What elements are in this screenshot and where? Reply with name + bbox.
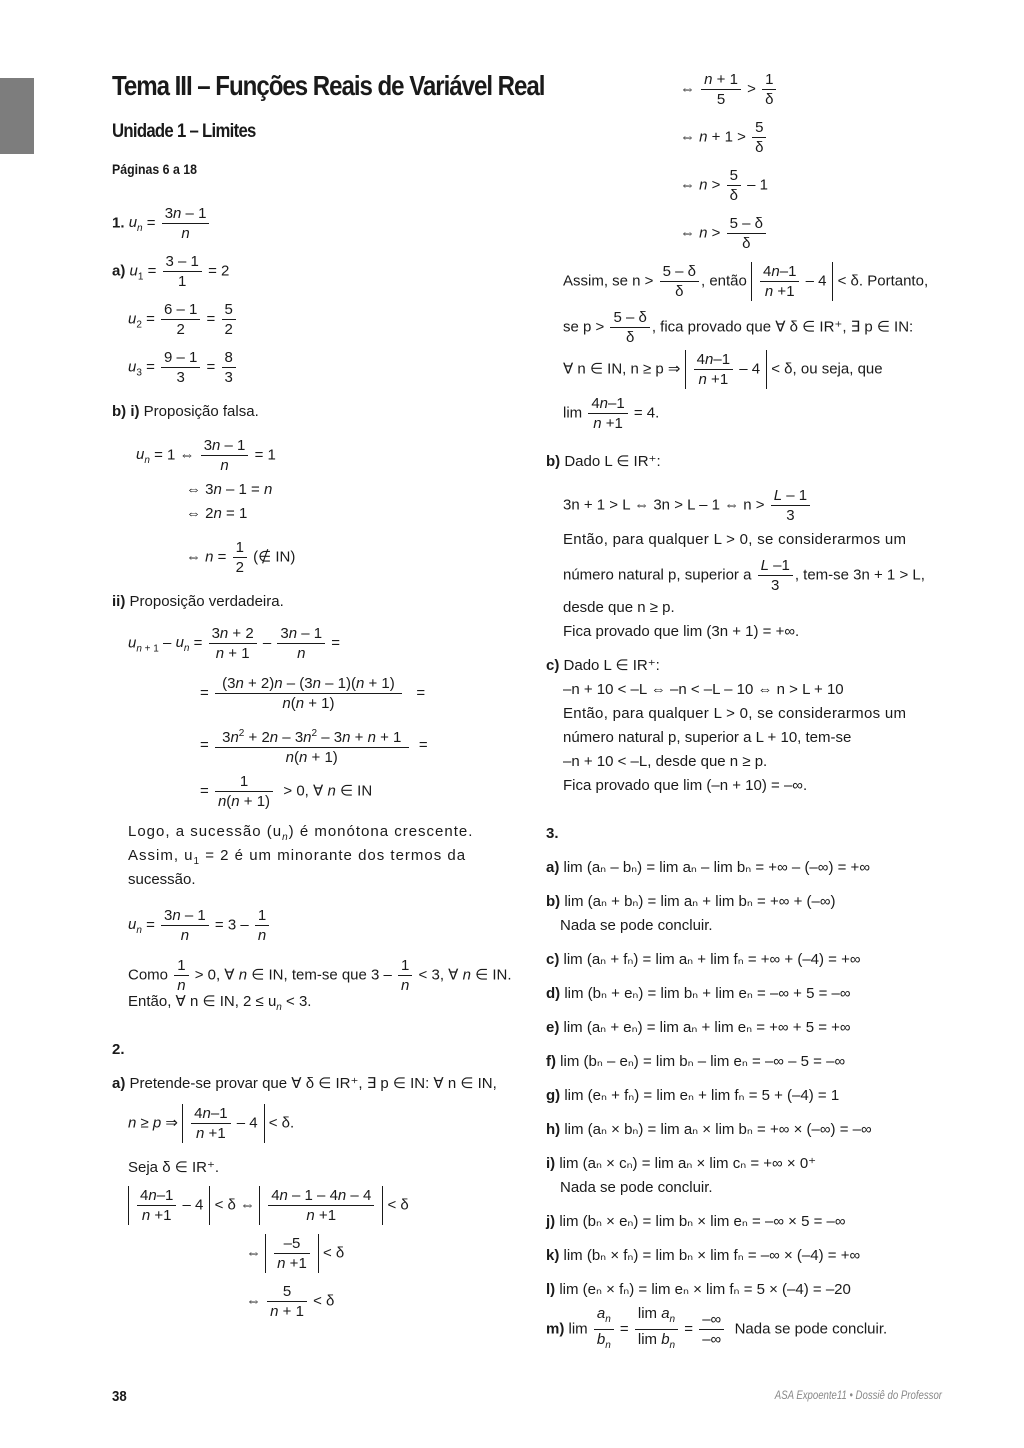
ex2a-condition: n ≥ p ⇒ $\frac{4n-1}{n +1}$ – 4 < δ. xyxy=(128,1105,295,1142)
ex2a-statement: a) Pretende-se provar que ∀ δ ∈ IR⁺, ∃ p ∈ IN: ∀ n ∈ IN, xyxy=(112,1075,497,1092)
ex1b-ii-eq4: = $\frac{1}{n(n + 1)}$ > 0, ∀ n ∈ IN xyxy=(200,773,373,810)
ex2a-seja: Seja δ ∈ IR⁺. xyxy=(128,1159,220,1176)
ex1-entao-line: Então, ∀ n ∈ IN, $2 \le u_n < 3$. xyxy=(128,993,312,1013)
ex1b-i-eq4: ⇔ n = $\frac{1}{2}$ (∉ IN) xyxy=(186,539,296,576)
ex1b-ii-eq3: = $\frac{3n^2 + 2n - 3n^2 - 3n + n + 1}{n(n + 1)}$ = xyxy=(200,724,428,767)
ex1b-i-eq3: ⇔ 2n = 1 xyxy=(186,505,248,522)
ex3-item-label: g) xyxy=(546,1087,561,1104)
pages-ref: Páginas 6 a 18 xyxy=(112,161,197,177)
ex3-item-text: lim (eₙ × fₙ) = lim eₙ × lim fₙ = 5 × (–4) = –20 xyxy=(559,1281,851,1298)
ex3-item xyxy=(546,950,861,970)
ex1-sucessao: sucessão. xyxy=(128,871,196,888)
ex3-item-text: lim (eₙ + fₙ) = lim eₙ + lim fₙ = 5 + (–4) = 1 xyxy=(564,1087,840,1104)
ex2b-then3: desde que n ≥ p. xyxy=(563,599,675,616)
ex3-item-label: f) xyxy=(546,1053,556,1070)
ex2a-assim: Assim, se n > $\frac{5 - \delta}{\delta}$ , então $\frac{4n-1}{n +1}$ – 4 < δ. Portanto, xyxy=(563,263,929,300)
ex3m-line: m) lim $\frac{a_n}{b_n}$ = $\frac{\lim a_n}{\lim b_n}$ = $\frac{-\infty}{-\infty}$ Nada se pode concluir. xyxy=(546,1305,888,1351)
ex1-un-rewrite: $u_n$ = $\frac{3n - 1}{n}$ = 3 – $\frac{1}{n}$ xyxy=(128,906,271,945)
ex3-item-text: lim (aₙ + bₙ) = lim aₙ + lim bₙ = +∞ + (–∞) xyxy=(564,893,836,910)
ex3-item xyxy=(546,1018,851,1038)
ex2b-then2: número natural p, superior a $\frac{L -1}{3}$ , tem-se 3n + 1 > L, xyxy=(563,557,925,594)
ex3-item xyxy=(546,1052,845,1072)
ex3-item-text: lim (bₙ – eₙ) = lim bₙ – lim eₙ = –∞ – 5 = –∞ xyxy=(560,1053,846,1070)
ex2-label: 2. xyxy=(112,1041,125,1058)
ex3-item xyxy=(546,1212,846,1232)
ex2a-step2: ⇔ n + 1 > $\frac{5}{\delta}$ xyxy=(680,118,768,157)
ex3-item-label: h) xyxy=(546,1121,561,1138)
ex1-logo-line: Logo, a sucessão $(u_n)$ é monótona crescente. xyxy=(128,823,474,843)
ex3-item-label: k) xyxy=(546,1247,560,1264)
ex1b-ii: ii) Proposição verdadeira. xyxy=(112,593,284,610)
ex3-item-text: lim (aₙ × bₙ) = lim aₙ × lim bₙ = +∞ × (–∞) = –∞ xyxy=(564,1121,872,1138)
ex3-item-text: lim (aₙ × cₙ) = lim aₙ × lim cₙ = +∞ × 0⁺ xyxy=(559,1155,817,1172)
ex1b-i-eq1: $u_n = 1$ ⇔ $\frac{3n - 1}{n}$ = 1 xyxy=(136,437,276,474)
ex3-item-text: lim (bₙ + eₙ) = lim bₙ + lim eₙ = –∞ + 5 = –∞ xyxy=(564,985,851,1002)
ex3-item-text: lim (bₙ × eₙ) = lim bₙ × lim eₙ = –∞ × 5 = –∞ xyxy=(559,1213,846,1230)
publisher-brand: ASA Expoente11 • Dossiê do Professor xyxy=(774,1388,942,1402)
ex1b-i-eq2: ⇔ 3n – 1 = n xyxy=(186,481,273,498)
ex3-item xyxy=(546,858,870,878)
ex2c-line1: –n + 10 < –L ⇔ –n < –L – 10 ⇔ n > L + 10 xyxy=(563,681,844,698)
ex3-item-text: Nada se pode concluir. xyxy=(560,917,713,934)
ex3-item xyxy=(546,1246,860,1266)
ex2b-dado: b) Dado L ∈ IR⁺: xyxy=(546,453,661,470)
ex2a-lim: lim $\frac{4n-1}{n +1}$ = 4. xyxy=(563,395,660,432)
ex2a-eq1: $\frac{4n-1}{n +1}$ – 4 < δ ⇔ $\frac{4n - 1 - 4n - 4}{n +1}$ < δ xyxy=(128,1186,409,1225)
ex3-item xyxy=(546,892,836,912)
ex3-item-label: i) xyxy=(546,1155,556,1172)
ex3-item-text: Nada se pode concluir. xyxy=(560,1179,713,1196)
ex3-item xyxy=(560,916,713,936)
ex3-item-label: a) xyxy=(546,859,560,876)
ex1-assim-line: Assim, $u_1 = 2$ é um minorante dos termos da xyxy=(128,847,467,867)
ex2c-then2: número natural p, superior a L + 10, tem-se xyxy=(563,729,852,746)
ex2a-eq2: ⇔ $\frac{-5}{n +1}$ < δ xyxy=(246,1235,345,1272)
ex3-item-text: lim (aₙ + eₙ) = lim aₙ + lim eₙ = +∞ + 5 = +∞ xyxy=(563,1019,851,1036)
ex3-item-label: b) xyxy=(546,893,561,910)
ex3-item xyxy=(546,1086,839,1106)
ex3-item-label: c) xyxy=(546,951,560,968)
ex3-item xyxy=(546,1154,816,1174)
ex1b-ii-eq2: = $\frac{(3n + 2)n - (3n - 1)(n + 1)}{n(n + 1)}$ = xyxy=(200,675,426,712)
ex1a-u3: $u_3$ = $\frac{9 - 1}{3}$ = $\frac{8}{3}$ xyxy=(128,348,238,387)
page-number: 38 xyxy=(112,1388,127,1405)
ex2a-step4: ⇔ n > $\frac{5 - \delta}{\delta}$ xyxy=(680,214,768,253)
ex3-item xyxy=(546,984,851,1004)
ex3-label: 3. xyxy=(546,825,559,842)
ex3-item xyxy=(560,1178,713,1198)
ex3-item-text: lim (aₙ – bₙ) = lim aₙ – lim bₙ = +∞ – (–∞) = +∞ xyxy=(563,859,871,876)
ex2b-then1: Então, para qualquer L > 0, se considerarmos um xyxy=(563,531,907,548)
ex1b-i: b) i) Proposição falsa. xyxy=(112,403,259,420)
theme-title: Tema III – Funções Reais de Variável Real xyxy=(112,70,545,101)
ex2a-se-p: se p > $\frac{5 - \delta}{\delta}$ , fica provado que ∀ δ ∈ IR⁺, ∃ p ∈ IN: xyxy=(563,309,914,346)
ex2c-then4: Fica provado que lim (–n + 10) = –∞. xyxy=(563,777,808,794)
ex1-como-line: Como $\frac{1}{n}$ > 0, ∀ n ∈ IN, tem-se que 3 – $\frac{1}{n}$ < 3, ∀ n ∈ IN. xyxy=(128,957,512,994)
ex3-item-label: j) xyxy=(546,1213,556,1230)
ex1-formula: 1. $u_n$ = $\frac{3n - 1}{n}$ xyxy=(112,204,211,243)
ex1a-u2: $u_2$ = $\frac{6 - 1}{2}$ = $\frac{5}{2}$ xyxy=(128,300,238,339)
ex3-item xyxy=(546,1280,851,1300)
ex2a-step1: ⇔ $\frac{n + 1}{5}$ > $\frac{1}{\delta}$ xyxy=(680,70,778,109)
ex2b-then4: Fica provado que lim (3n + 1) = +∞. xyxy=(563,623,800,640)
ex2a-step3: ⇔ n > $\frac{5}{\delta}$ – 1 xyxy=(680,167,769,204)
ex3-item-label: l) xyxy=(546,1281,556,1298)
ex2c-then1: Então, para qualquer L > 0, se considerarmos um xyxy=(563,705,907,722)
ex2b-line1: 3n + 1 > L ⇔ 3n > L – 1 ⇔ n > $\frac{L - 1}{3}$ xyxy=(563,486,812,525)
ex3-item-label: d) xyxy=(546,985,561,1002)
ex1b-ii-eq1: $u_{n + 1} - u_n$ = $\frac{3n + 2}{n + 1}$ – $\frac{3n - 1}{n}$ = xyxy=(128,625,341,662)
section-tab-marker xyxy=(0,78,34,154)
ex3-item-text: lim (aₙ + fₙ) = lim aₙ + lim fₙ = +∞ + (–4) = +∞ xyxy=(563,951,861,968)
ex2a-forall: ∀ n ∈ IN, n ≥ p ⇒ $\frac{4n-1}{n +1}$ – 4 < δ, ou seja, que xyxy=(563,351,883,388)
ex1a-u1: a) $u_1$ = $\frac{3 - 1}{1}$ = 2 xyxy=(112,253,230,290)
ex3-item-label: e) xyxy=(546,1019,560,1036)
ex2a-eq3: ⇔ $\frac{5}{n + 1}$ < δ xyxy=(246,1283,335,1320)
unit-title: Unidade 1 – Limites xyxy=(112,121,256,142)
ex2c-dado: c) Dado L ∈ IR⁺: xyxy=(546,657,660,674)
ex3-item xyxy=(546,1120,872,1140)
ex2c-then3: –n + 10 < –L, desde que n ≥ p. xyxy=(563,753,768,770)
ex3-item-text: lim (bₙ × fₙ) = lim bₙ × lim fₙ = –∞ × (–4) = +∞ xyxy=(563,1247,861,1264)
